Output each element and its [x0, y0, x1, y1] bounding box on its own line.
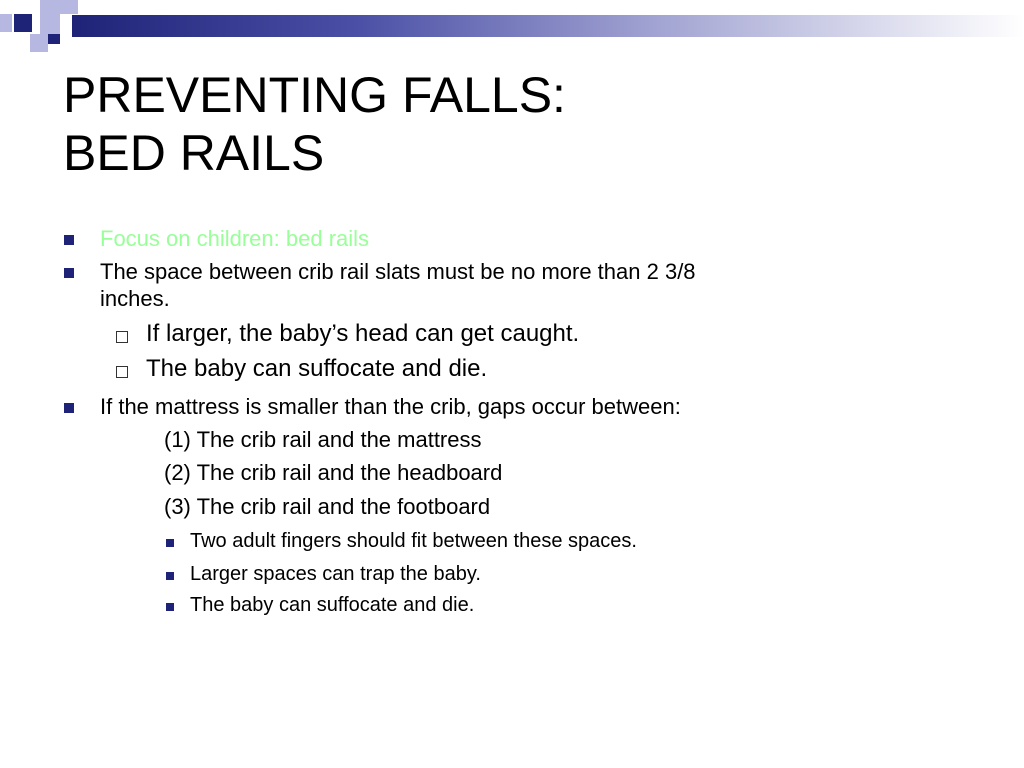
bullet-text: If the mattress is smaller than the crib, gaps occur between:: [100, 394, 681, 419]
bullet-square-icon: [64, 268, 74, 278]
title-line-1: PREVENTING FALLS:: [63, 67, 566, 123]
detail-bullet-text: The baby can suffocate and die.: [190, 594, 475, 616]
bullet-text: The space between crib rail slats must be no more than 2 3/8: [100, 259, 696, 284]
bullet-small-square-icon: [166, 572, 174, 580]
bullet-hollow-icon: [116, 331, 128, 343]
sub-bullet-text: The baby can suffocate and die.: [146, 355, 488, 382]
bullet-small-square-icon: [166, 539, 174, 547]
detail-bullet-text: Two adult fingers should fit between these spaces.: [190, 530, 637, 552]
bullet-text-continued: inches.: [100, 286, 170, 311]
numbered-line: (2) The crib rail and the headboard: [164, 460, 503, 485]
bullet-small-square-icon: [166, 603, 174, 611]
sub-bullet-text: If larger, the baby’s head can get caught.: [146, 320, 580, 347]
title-line-2: BED RAILS: [63, 125, 325, 181]
bullet-square-icon: [64, 235, 74, 245]
numbered-line: (1) The crib rail and the mattress: [164, 427, 482, 452]
detail-bullet-text: Larger spaces can trap the baby.: [190, 563, 481, 585]
bullet-hollow-icon: [116, 366, 128, 378]
bullet-square-icon: [64, 403, 74, 413]
bullet-text: Focus on children: bed rails: [100, 226, 370, 251]
numbered-line: (3) The crib rail and the footboard: [164, 494, 491, 519]
